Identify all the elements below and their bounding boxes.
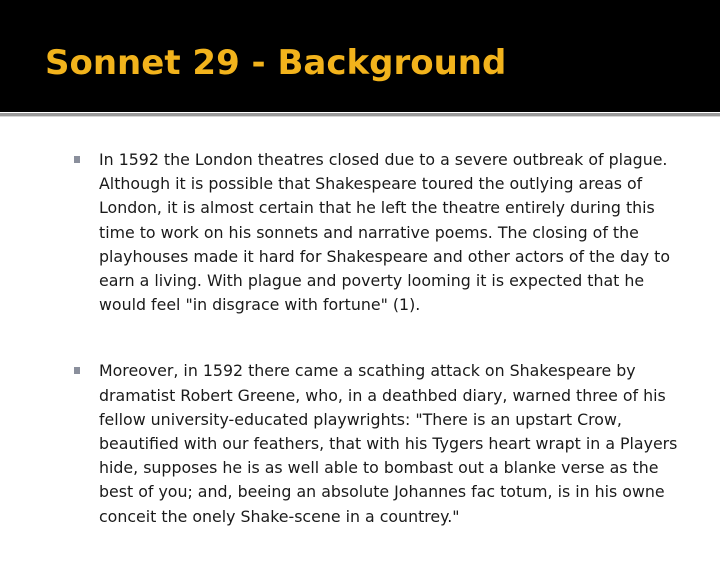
square-bullet-icon	[74, 367, 80, 374]
bullet-item	[74, 148, 686, 317]
bullet-text: Moreover, in 1592 there came a scathing attack on Shakespeare by dramatist Robert Greene, who, in a deathbed diary, warned three of his fellow university-educated playwrights: "There is an upstart Crow, beautified with our feathers, that with his Tygers heart wrapt in a Players hide, supposes he is as well able to bombast out a blanke verse as the best of you; and, beeing an absolute Johannes fac totum, is in his owne conceit the onely Shake-scene in a countrey."	[99, 361, 678, 526]
bullet-text: In 1592 the London theatres closed due to a severe outbreak of plague. Although it is possible that Shakespeare toured the outlying areas of London, it is almost certain that he left the theatre entirely during this time to work on his sonnets and narrative poems. The closing of the playhouses made it hard for Shakespeare and other actors of the day to earn a living. With plague and poverty looming it is expected that he would feel "in disgrace with fortune" (1).	[99, 150, 670, 315]
slide-title: Sonnet 29 - Background	[45, 43, 507, 83]
square-bullet-icon	[74, 156, 80, 163]
title-band	[0, 0, 720, 112]
bullet-list	[74, 148, 686, 571]
bullet-item	[74, 359, 686, 528]
title-divider-highlight	[0, 116, 720, 117]
